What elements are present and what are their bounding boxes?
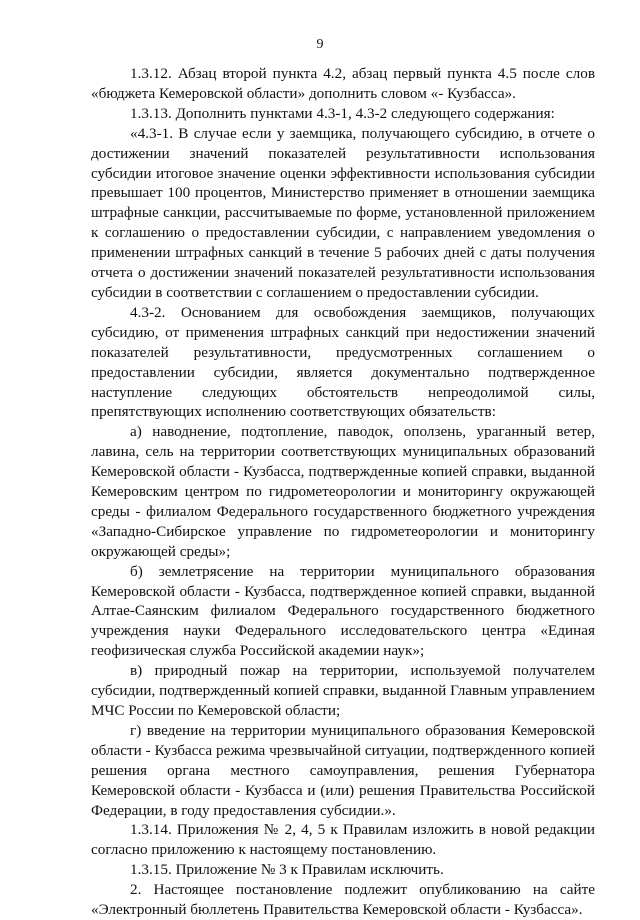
paragraph-4-3-2: 4.3-2. Основанием для освобождения заемщиков, получающих субсидию, от применения штрафных санкций при недостижении значений показателей результативности, предусмотренных соглашением о предоставлении субсидии, является документально подтвержденное наступление следующих обстоятельств непреодолимой силы, препятствующих исполнению соответствующих обязательств: [91,303,595,421]
document-body [91,64,595,920]
paragraph-1-3-14: 1.3.14. Приложения № 2, 4, 5 к Правилам изложить в новой редакции согласно приложению к настоящему постановлению. [91,821,595,859]
page-number: 9 [316,37,324,52]
list-item-g: г) введение на территории муниципального образования Кемеровской области - Кузбасса режима чрезвычайной ситуации, подтвержденного копией решения органа местного самоуправления, решения Губернатора Кемеровской области - Кузбасса и (или) решения Правительства Российской Федерации, в году предоставления субсидии.». [91,721,595,819]
paragraph-4-3-1: «4.3-1. В случае если у заемщика, получающего субсидию, в отчете о достижении значений показателей результативности использования субсидии итоговое значение оценки эффективности использования субсидии превышает 100 процентов, Министерство применяет в отношении заемщика штрафные санкции, рассчитываемые по форме, установленной приложением к соглашению о предоставлении субсидии, с направлением уведомления о применении штрафных санкций в течение 5 рабочих дней с даты получения отчета о достижении значений показателей результативности использования субсидии в соответствии с соглашением о предоставлении субсидии. [91,124,595,301]
paragraph-1-3-12: 1.3.12. Абзац второй пункта 4.2, абзац первый пункта 4.5 после слов «бюджета Кемеровской области» дополнить словом «- Кузбасса». [91,65,595,102]
paragraph-1-3-13: 1.3.13. Дополнить пунктами 4.3-1, 4.3-2 следующего содержания: [130,104,555,122]
list-item-b: б) землетрясение на территории муниципального образования Кемеровской области - Кузбасса, подтвержденное копией справки, выданной Алтае-Саянским филиалом Федерального государственного бюджетного учреждения науки Федерального исследовательского центра «Единая геофизическая служба Российской академии наук»; [91,562,595,660]
list-item-a: а) наводнение, подтопление, паводок, оползень, ураганный ветер, лавина, сель на территории соответствующих муниципальных образований Кемеровской области - Кузбасса, подтвержденные копией справки, выданной Кемеровским центром по гидрометеорологии и мониторингу окружающей среды - филиалом Федерального государственного бюджетного учреждения «Западно-Сибирское управление по гидрометеорологии и мониторингу окружающей среды»; [91,423,595,560]
paragraph-1-3-15: 1.3.15. Приложение № 3 к Правилам исключить. [130,861,444,879]
paragraph-2: 2. Настоящее постановление подлежит опубликованию на сайте «Электронный бюллетень Правительства Кемеровской области - Кузбасса». [91,881,595,919]
list-item-v: в) природный пожар на территории, используемой получателем субсидии, подтвержденный копией справки, выданной Главным управлением МЧС России по Кемеровской области; [91,662,595,719]
